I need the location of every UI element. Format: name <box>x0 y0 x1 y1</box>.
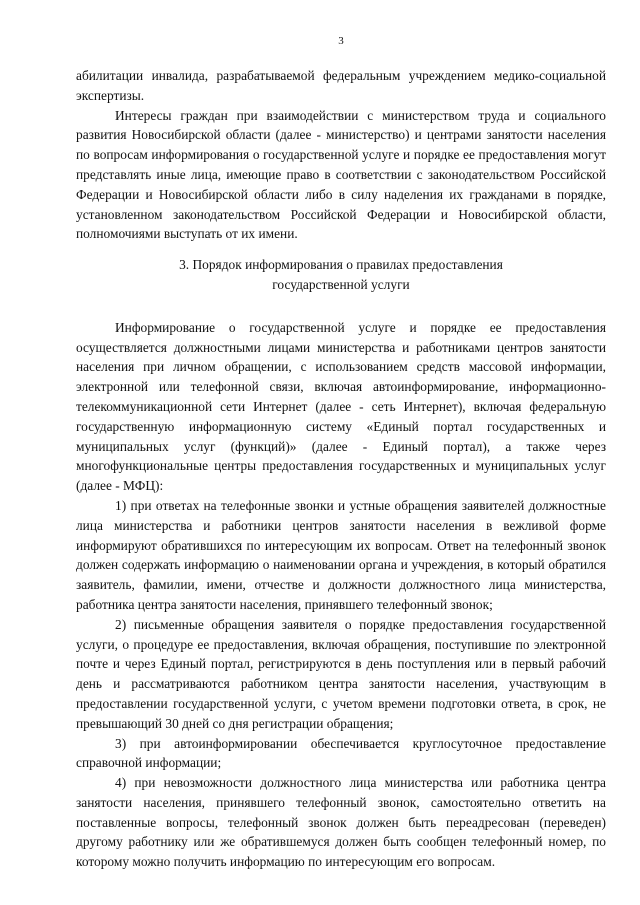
paragraph-representation: Интересы граждан при взаимодействии с министерством труда и социального развития Новосибирской области (далее - министерство) и центрами занятости населения по вопросам информирования о государственной услуге и порядке ее предоставления могут представлять иные лица, имеющие право в соответствии с законодательством Российской Федерации и Новосибирской области либо в силу наделения их гражданами в порядке, установленном законодательством Российской Федерации и Новосибирской области, полномочиями выступать от их имени. <box>76 107 606 242</box>
paragraph-continuation: абилитации инвалида, разрабатываемой федеральным учреждением медико-социальной экспертизы. <box>76 68 606 103</box>
paragraph-informing-intro: Информирование о государственной услуге и порядке ее предоставления осуществляется должностными лицами министерства и работниками центров занятости населения при личном обращении, с использованием средств массовой информации, электронной или телефонной связи, включая автоинформирование, информационно-телекоммуникационной сети Интернет (далее - сеть Интернет), включая федеральную государственную информационную систему «Единый портал государственных и муниципальных услуг (функций)» (далее - Единый портал), а также через многофункциональные центры предоставления государственных и муниципальных услуг (далее - МФЦ): <box>76 319 606 494</box>
section-heading-line-2: государственной услуги <box>272 276 410 292</box>
section-heading-line-1: 3. Порядок информирования о правилах предоставления <box>179 257 503 273</box>
list-item-4: 4) при невозможности должностного лица министерства или работника центра занятости населения, принявшего телефонный звонок, самостоятельно ответить на поставленные вопросы, телефонный звонок должен быть переадресован (переведен) другому работнику или же обратившемуся должен быть сообщен телефонный номер, по которому можно получить информацию по интересующим его вопросам. <box>76 775 606 870</box>
section-heading <box>76 255 606 295</box>
list-item-1: 1) при ответах на телефонные звонки и устные обращения заявителей должностные лица министерства и работники центров занятости населения в вежливой форме информируют обратившихся по интересующим их вопросам. Ответ на телефонный звонок должен содержать информацию о наименовании органа и учреждения, в который обратился заявитель, фамилии, имени, отчестве и должности должностного лица министерства, работника центра занятости населения, принявшего телефонный звонок; <box>76 497 606 612</box>
list-item-3: 3) при автоинформировании обеспечивается круглосуточное предоставление справочной информации; <box>76 735 606 771</box>
list-item-2: 2) письменные обращения заявителя о порядке предоставления государственной услуги, о процедуре ее предоставления, включая обращения, поступившие по электронной почте и через Единый портал, регистрируются в день поступления или в первый рабочий день и рассматриваются работником центра занятости населения, участвующим в предоставлении государственной услуги, с учетом времени подготовки ответа, в срок, не превышающий 30 дней со дня регистрации обращения; <box>76 616 606 731</box>
document-page <box>76 34 606 872</box>
page-number: 3 <box>338 35 344 47</box>
